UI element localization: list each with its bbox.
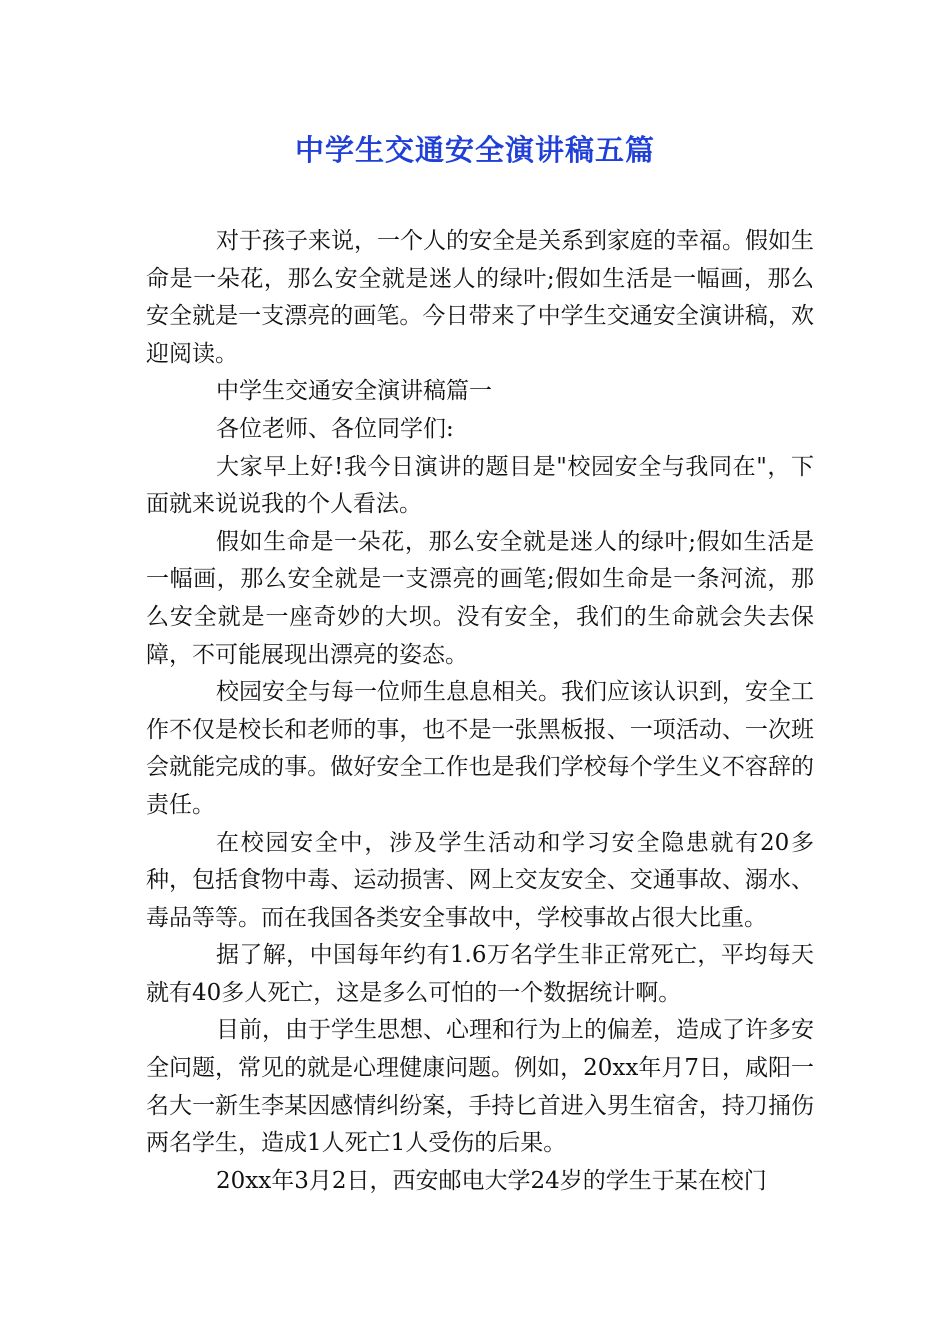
salutation: 各位老师、各位同学们: [216,415,454,442]
paragraph-partial: 20xx年3月2日，西安邮电大学24岁的学生于某在校门 [216,1167,767,1194]
paragraph: 校园安全与每一位师生息息相关。我们应该认识到，安全工作不仅是校长和老师的事，也不是一张黑板报、一项活动、一次班会就能完成的事。做好安全工作也是我们学校每个学生义不容辞的责任。 [146,679,814,818]
paragraph: 目前，由于学生思想、心理和行为上的偏差，造成了许多安全问题，常见的就是心理健康问题。例如，20xx年月7日，咸阳一名大一新生李某因感情纠纷案，手持匕首进入男生宿舍，持刀捅伤两名学生，造成1人死亡1人受伤的后果。 [146,1017,814,1157]
paragraph-intro: 对于孩子来说，一个人的安全是关系到家庭的幸福。假如生命是一朵花，那么安全就是迷人的绿叶;假如生活是一幅画，那么安全就是一支漂亮的画笔。今日带来了中学生交通安全演讲稿，欢迎阅读。 [146,228,814,367]
paragraph: 在校园安全中，涉及学生活动和学习安全隐患就有20多种，包括食物中毒、运动损害、网上交友安全、交通事故、溺水、毒品等等。而在我国各类安全事故中，学校事故占很大比重。 [146,829,814,931]
paragraph: 据了解，中国每年约有1.6万名学生非正常死亡，平均每天就有40多人死亡，这是多么可怕的一个数据统计啊。 [146,942,814,1006]
paragraph: 假如生命是一朵花，那么安全就是迷人的绿叶;假如生活是一幅画，那么安全就是一支漂亮的画笔;假如生命是一条河流，那么安全就是一座奇妙的大坝。没有安全，我们的生命就会失去保障，不可能展现出漂亮的姿态。 [146,528,814,668]
document-title: 中学生交通安全演讲稿五篇 [294,133,655,167]
document-body [146,223,814,1200]
section-heading: 中学生交通安全演讲稿篇一 [216,378,492,405]
paragraph: 大家早上好!我今日演讲的题目是"校园安全与我同在"，下面就来说说我的个人看法。 [146,453,814,518]
